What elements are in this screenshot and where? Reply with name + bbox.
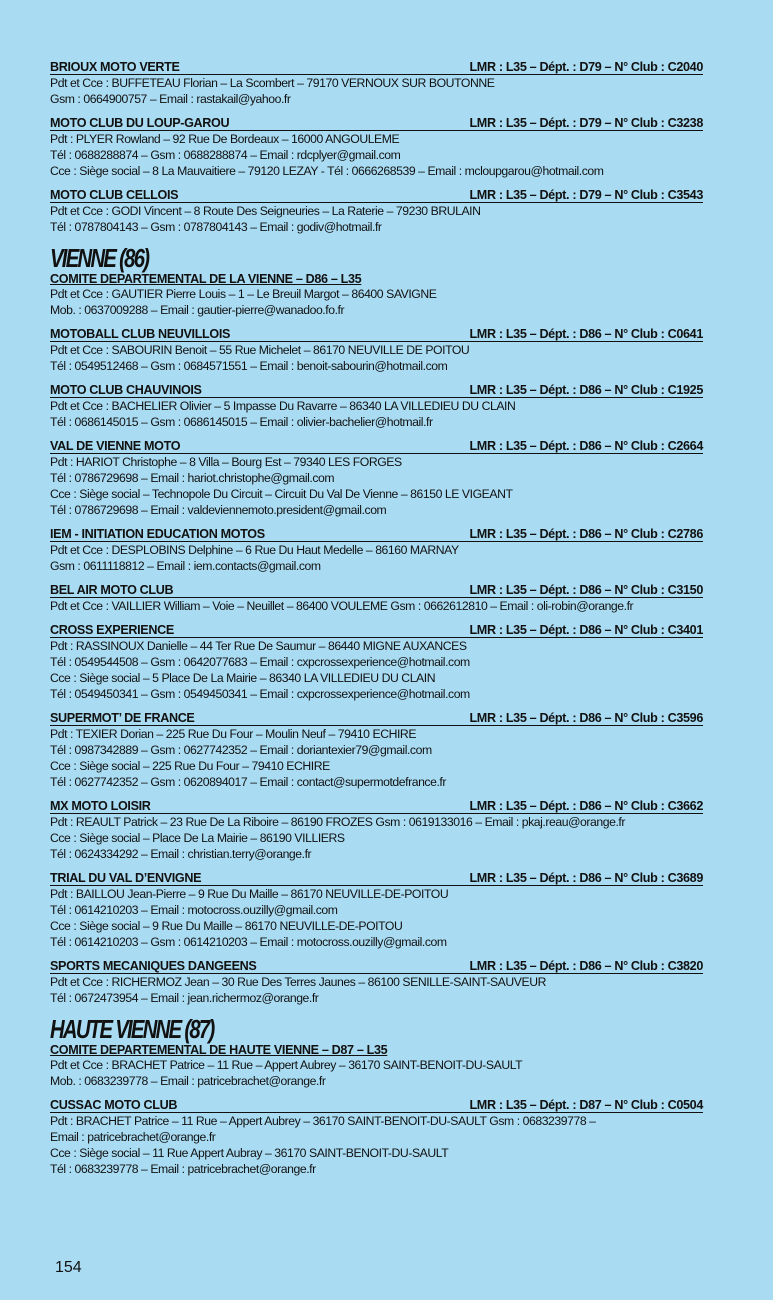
club-detail-line: Pdt et Cce : RICHERMOZ Jean – 30 Rue Des Terres Jaunes – 86100 SENILLE-SAINT-SAUVEUR — [50, 975, 546, 989]
club-detail-line: Pdt et Cce : DESPLOBINS Delphine – 6 Rue Du Haut Medelle – 86160 MARNAY — [50, 543, 459, 557]
club-header — [50, 188, 703, 203]
club-detail-line: Tél : 0683239778 – Email : patricebrachet@orange.fr — [50, 1162, 316, 1176]
club-entry — [50, 188, 703, 235]
club-header — [50, 871, 703, 886]
club-affiliation: LMR : L35 – Dépt. : D86 – N° Club : C3662 — [469, 799, 703, 813]
committee-detail-line: Mob. : 0683239778 – Email : patricebrachet@orange.fr — [50, 1074, 326, 1088]
club-affiliation: LMR : L35 – Dépt. : D79 – N° Club : C3238 — [469, 116, 703, 130]
club-entry — [50, 583, 703, 614]
committee-title: COMITE DEPARTEMENTAL DE HAUTE VIENNE – D87 – L35 — [50, 1043, 388, 1057]
club-detail-line: Tél : 0987342889 – Gsm : 0627742352 – Email : doriantexier79@gmail.com — [50, 743, 432, 757]
club-detail-line: Tél : 0672473954 – Email : jean.richermoz@orange.fr — [50, 991, 319, 1005]
club-detail-line: Tél : 0786729698 – Email : hariot.christophe@gmail.com — [50, 471, 335, 485]
club-affiliation: LMR : L35 – Dépt. : D79 – N° Club : C3543 — [469, 188, 703, 202]
club-name: CUSSAC MOTO CLUB — [50, 1098, 178, 1112]
club-header — [50, 623, 703, 638]
club-detail-line: Tél : 0786729698 – Email : valdeviennemoto.president@gmail.com — [50, 503, 387, 517]
club-header — [50, 959, 703, 974]
club-header — [50, 527, 703, 542]
club-detail-line: Gsm : 0611118812 – Email : iem.contacts@gmail.com — [50, 559, 321, 573]
club-detail-line: Tél : 0787804143 – Gsm : 0787804143 – Email : godiv@hotmail.fr — [50, 220, 382, 234]
club-detail-line: Cce : Siège social – Technopole Du Circuit – Circuit Du Val De Vienne – 86150 LE VIGEANT — [50, 487, 513, 501]
club-detail-line: Cce : Siège social – Place De La Mairie – 86190 VILLIERS — [50, 831, 345, 845]
club-affiliation: LMR : L35 – Dépt. : D86 – N° Club : C3150 — [469, 583, 703, 597]
club-entry — [50, 711, 703, 790]
club-detail-line: Tél : 0624334292 – Email : christian.terry@orange.fr — [50, 847, 312, 861]
club-detail-line: Pdt et Cce : GODI Vincent – 8 Route Des Seigneuries – La Raterie – 79230 BRULAIN — [50, 204, 481, 218]
club-header — [50, 383, 703, 398]
club-entry — [50, 527, 703, 574]
club-detail-line: Pdt : RASSINOUX Danielle – 44 Ter Rue De Saumur – 86440 MIGNE AUXANCES — [50, 639, 467, 653]
club-name: MOTO CLUB CHAUVINOIS — [50, 383, 202, 397]
club-entry — [50, 327, 703, 374]
club-entry — [50, 383, 703, 430]
club-name: MOTOBALL CLUB NEUVILLOIS — [50, 327, 231, 341]
club-detail-line: Cce : Siège social – 11 Rue Appert Aubray – 36170 SAINT-BENOIT-DU-SAULT — [50, 1146, 449, 1160]
club-affiliation: LMR : L35 – Dépt. : D79 – N° Club : C2040 — [469, 60, 703, 74]
club-entry — [50, 871, 703, 950]
club-header — [50, 583, 703, 598]
club-name: TRIAL DU VAL D’ENVIGNE — [50, 871, 202, 885]
committee-block — [50, 1043, 703, 1089]
club-detail-line: Cce : Siège social – 8 La Mauvaitiere – 79120 LEZAY - Tél : 0666268539 – Email : mcloupgarou@hotmail.com — [50, 164, 604, 178]
club-detail-line: Pdt : PLYER Rowland – 92 Rue De Bordeaux – 16000 ANGOULEME — [50, 132, 400, 146]
club-affiliation: LMR : L35 – Dépt. : D86 – N° Club : C0641 — [469, 327, 703, 341]
club-header — [50, 799, 703, 814]
club-detail-line: Cce : Siège social – 9 Rue Du Maille – 86170 NEUVILLE-DE-POITOU — [50, 919, 403, 933]
club-header — [50, 60, 703, 75]
committee-title: COMITE DEPARTEMENTAL DE LA VIENNE – D86 – L35 — [50, 272, 362, 286]
club-detail-line: Pdt : REAULT Patrick – 23 Rue De La Riboire – 86190 FROZES Gsm : 0619133016 – Email : pkaj.reau@orange.fr — [50, 815, 626, 829]
club-affiliation: LMR : L35 – Dépt. : D86 – N° Club : C3596 — [469, 711, 703, 725]
club-detail-line: Cce : Siège social – 5 Place De La Mairie – 86340 LA VILLEDIEU DU CLAIN — [50, 671, 436, 685]
club-affiliation: LMR : L35 – Dépt. : D86 – N° Club : C2664 — [469, 439, 703, 453]
club-detail-line: Pdt : HARIOT Christophe – 8 Villa – Bourg Est – 79340 LES FORGES — [50, 455, 402, 469]
club-affiliation: LMR : L35 – Dépt. : D86 – N° Club : C2786 — [469, 527, 703, 541]
club-entry — [50, 439, 703, 518]
club-affiliation: LMR : L35 – Dépt. : D87 – N° Club : C0504 — [469, 1098, 703, 1112]
committee-detail-line: Pdt et Cce : GAUTIER Pierre Louis – 1 – Le Breuil Margot – 86400 SAVIGNE — [50, 287, 437, 301]
club-header — [50, 711, 703, 726]
club-header — [50, 1098, 703, 1113]
club-name: BRIOUX MOTO VERTE — [50, 60, 180, 74]
club-name: MOTO CLUB CELLOIS — [50, 188, 179, 202]
club-name: IEM - INITIATION EDUCATION MOTOS — [50, 527, 265, 541]
committee-block — [50, 272, 703, 318]
department-heading: HAUTE VIENNE (87) — [50, 1014, 214, 1044]
club-detail-line: Pdt et Cce : BUFFETEAU Florian – La Scombert – 79170 VERNOUX SUR BOUTONNE — [50, 76, 495, 90]
club-header — [50, 327, 703, 342]
club-header — [50, 439, 703, 454]
club-name: SUPERMOT’ DE FRANCE — [50, 711, 195, 725]
club-name: BEL AIR MOTO CLUB — [50, 583, 174, 597]
club-detail-line: Tél : 0688288874 – Gsm : 0688288874 – Email : rdcplyer@gmail.com — [50, 148, 401, 162]
club-detail-line: Email : patricebrachet@orange.fr — [50, 1130, 216, 1144]
club-directory — [50, 60, 703, 1177]
club-name: MX MOTO LOISIR — [50, 799, 151, 813]
club-detail-line: Pdt et Cce : VAILLIER William – Voie – Neuillet – 86400 VOULEME Gsm : 0662612810 – Email : oli-robin@orange.fr — [50, 599, 634, 613]
club-entry — [50, 799, 703, 862]
club-detail-line: Pdt : TEXIER Dorian – 225 Rue Du Four – Moulin Neuf – 79410 ECHIRE — [50, 727, 417, 741]
club-entry — [50, 1098, 703, 1177]
club-detail-line: Pdt et Cce : BACHELIER Olivier – 5 Impasse Du Ravarre – 86340 LA VILLEDIEU DU CLAIN — [50, 399, 516, 413]
club-name: MOTO CLUB DU LOUP-GAROU — [50, 116, 230, 130]
club-entry — [50, 60, 703, 107]
club-affiliation: LMR : L35 – Dépt. : D86 – N° Club : C3401 — [469, 623, 703, 637]
club-detail-line: Gsm : 0664900757 – Email : rastakail@yahoo.fr — [50, 92, 291, 106]
club-header — [50, 116, 703, 131]
committee-detail-line: Pdt et Cce : BRACHET Patrice – 11 Rue – Appert Aubrey – 36170 SAINT-BENOIT-DU-SAULT — [50, 1058, 523, 1072]
club-detail-line: Pdt et Cce : SABOURIN Benoit – 55 Rue Michelet – 86170 NEUVILLE DE POITOU — [50, 343, 470, 357]
club-detail-line: Tél : 0549450341 – Gsm : 0549450341 – Email : cxpcrossexperience@hotmail.com — [50, 687, 470, 701]
club-detail-line: Tél : 0686145015 – Gsm : 0686145015 – Email : olivier-bachelier@hotmail.fr — [50, 415, 433, 429]
club-detail-line: Tél : 0549544508 – Gsm : 0642077683 – Email : cxpcrossexperience@hotmail.com — [50, 655, 470, 669]
club-affiliation: LMR : L35 – Dépt. : D86 – N° Club : C3820 — [469, 959, 703, 973]
club-name: SPORTS MECANIQUES DANGEENS — [50, 959, 257, 973]
club-detail-line: Tél : 0614210203 – Email : motocross.ouzilly@gmail.com — [50, 903, 338, 917]
department-heading: VIENNE (86) — [50, 243, 149, 273]
club-affiliation: LMR : L35 – Dépt. : D86 – N° Club : C1925 — [469, 383, 703, 397]
club-detail-line: Cce : Siège social – 225 Rue Du Four – 79410 ECHIRE — [50, 759, 330, 773]
club-detail-line: Pdt : BAILLOU Jean-Pierre – 9 Rue Du Maille – 86170 NEUVILLE-DE-POITOU — [50, 887, 449, 901]
club-entry — [50, 116, 703, 179]
club-detail-line: Tél : 0627742352 – Gsm : 0620894017 – Email : contact@supermotdefrance.fr — [50, 775, 446, 789]
club-entry — [50, 959, 703, 1006]
club-detail-line: Tél : 0549512468 – Gsm : 0684571551 – Email : benoit-sabourin@hotmail.com — [50, 359, 448, 373]
club-name: VAL DE VIENNE MOTO — [50, 439, 181, 453]
club-detail-line: Tél : 0614210203 – Gsm : 0614210203 – Email : motocross.ouzilly@gmail.com — [50, 935, 447, 949]
page-number: 154 — [55, 1259, 82, 1276]
club-name: CROSS EXPERIENCE — [50, 623, 174, 637]
club-affiliation: LMR : L35 – Dépt. : D86 – N° Club : C3689 — [469, 871, 703, 885]
committee-detail-line: Mob. : 0637009288 – Email : gautier-pierre@wanadoo.fo.fr — [50, 303, 345, 317]
club-entry — [50, 623, 703, 702]
club-detail-line: Pdt : BRACHET Patrice – 11 Rue – Appert Aubrey – 36170 SAINT-BENOIT-DU-SAULT Gsm : 0683239778 – — [50, 1114, 596, 1128]
